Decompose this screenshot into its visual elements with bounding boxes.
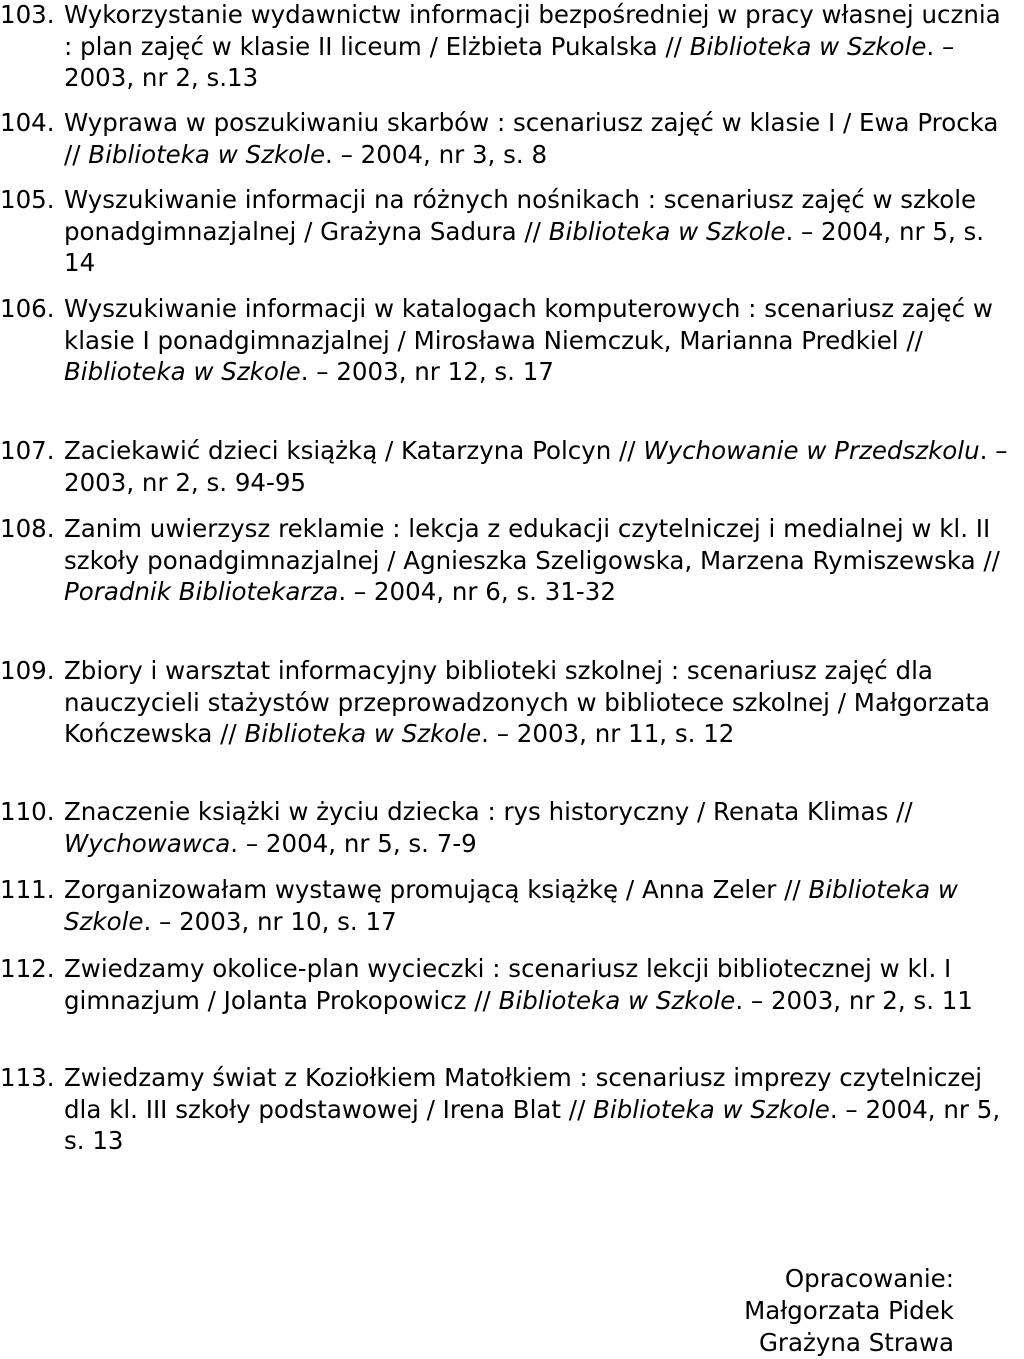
entry-details: . – 2003, nr 2, s.13 (64, 31, 955, 93)
prepared-by-author: Grażyna Strawa (758, 1328, 954, 1357)
bibliography-entry (0, 293, 1024, 388)
entry-journal-title: Biblioteka w Szkole (689, 31, 927, 61)
bibliography-entry (0, 874, 1024, 937)
entry-journal-title: Wychowanie w Przedszkolu (643, 436, 980, 465)
entry-text: Wyszukiwanie informacji na różnych nośnikach : scenariusz zajęć w szkole ponadgimnazjalnej / Grażyna Sadura // (64, 185, 977, 246)
entry-number: 105. (0, 185, 55, 214)
entry-journal-title: Poradnik Bibliotekarza (64, 577, 339, 607)
entry-journal-title: Biblioteka w Szkole (593, 1094, 830, 1124)
entry-text: Wyprawa w poszukiwaniu skarbów : scenariusz zajęć w klasie I / Ewa Procka // (64, 108, 999, 169)
entry-details: . – 2003, nr 2, s. 11 (735, 985, 973, 1015)
entry-journal-title: Wychowawca (64, 828, 231, 858)
entry-details: . – 2003, nr 10, s. 17 (143, 906, 397, 936)
entry-text: Zorganizowałam wystawę promującą książkę / Anna Zeler // (64, 875, 809, 904)
bibliography-entry (0, 184, 1024, 279)
bibliography-entry (0, 953, 1024, 1016)
entry-number: 107. (0, 436, 55, 465)
entry-number: 109. (0, 656, 55, 685)
prepared-by-label: Opracowanie: (784, 1264, 954, 1293)
entry-number: 104. (0, 108, 55, 137)
entry-text: Znaczenie książki w życiu dziecka : rys historyczny / Renata Klimas // (64, 797, 913, 826)
entry-journal-title: Biblioteka w Szkole (244, 719, 482, 749)
entry-journal-title: Biblioteka w Szkole (88, 139, 326, 169)
entry-details: . – 2004, nr 5, s. 7-9 (230, 828, 477, 858)
entry-number: 110. (0, 797, 55, 826)
entry-journal-title: Biblioteka w Szkole (64, 357, 301, 387)
entry-text: Wykorzystanie wydawnictw informacji bezpośredniej w pracy własnej ucznia : plan zajęć w klasie II liceum / Elżbieta Pukalska // (64, 0, 1001, 61)
entry-text: Zwiedzamy okolice-plan wycieczki : scenariusz lekcji bibliotecznej w kl. I gimnazjum / Jolanta Prokopowicz // (64, 954, 952, 1015)
bibliography-entry (0, 435, 1024, 498)
entry-details: . – 2004, nr 6, s. 31-32 (338, 577, 616, 607)
entry-number: 113. (0, 1063, 55, 1092)
bibliography-entry (0, 1062, 1024, 1157)
entry-details: . – 2003, nr 11, s. 12 (481, 719, 735, 749)
bibliography-entry (0, 513, 1024, 608)
bibliography-entry (0, 655, 1024, 750)
bibliography-entry (0, 796, 1024, 859)
entry-journal-title: Biblioteka w Szkole (64, 875, 958, 936)
entry-text: Zwiedzamy świat z Koziołkiem Matołkiem : scenariusz imprezy czytelniczej dla kl. III szkoły podstawowej / Irena Blat // (64, 1063, 983, 1124)
entry-number: 112. (0, 954, 55, 983)
entry-details: . – 2003, nr 2, s. 94-95 (64, 436, 1008, 497)
entry-number: 108. (0, 514, 55, 543)
bibliography-entry (0, 107, 1024, 170)
entry-journal-title: Biblioteka w Szkole (548, 216, 786, 246)
prepared-by (744, 1263, 954, 1359)
entry-journal-title: Biblioteka w Szkole (498, 985, 736, 1015)
entry-text: Zanim uwierzysz reklamie : lekcja z edukacji czytelniczej i medialnej w kl. II szkoły ponadgimnazjalnej / Agnieszka Szeligowska, Marzena Rymiszewska // (64, 514, 1000, 575)
bibliography-entry (0, 0, 1024, 94)
entry-details: . – 2004, nr 5, s. 13 (64, 1094, 1001, 1156)
entry-details: . – 2004, nr 5, s. 14 (64, 216, 985, 278)
prepared-by-author: Małgorzata Pidek (744, 1296, 954, 1325)
entry-text: Zbiory i warsztat informacyjny biblioteki szkolnej : scenariusz zajęć dla nauczycieli stażystów przeprowadzonych w bibliotece szkolnej / Małgorzata Kończewska // (64, 656, 991, 749)
entry-details: . – 2003, nr 12, s. 17 (300, 357, 554, 387)
entry-number: 111. (0, 875, 55, 904)
entry-text: Zaciekawić dzieci książką / Katarzyna Polcyn // (64, 436, 644, 465)
entry-number: 106. (0, 294, 55, 323)
entry-number: 103. (0, 0, 55, 29)
entry-details: . – 2004, nr 3, s. 8 (325, 139, 548, 169)
entry-text: Wyszukiwanie informacji w katalogach komputerowych : scenariusz zajęć w klasie I ponadgimnazjalnej / Mirosława Niemczuk, Marianna Predkiel // (64, 294, 993, 355)
